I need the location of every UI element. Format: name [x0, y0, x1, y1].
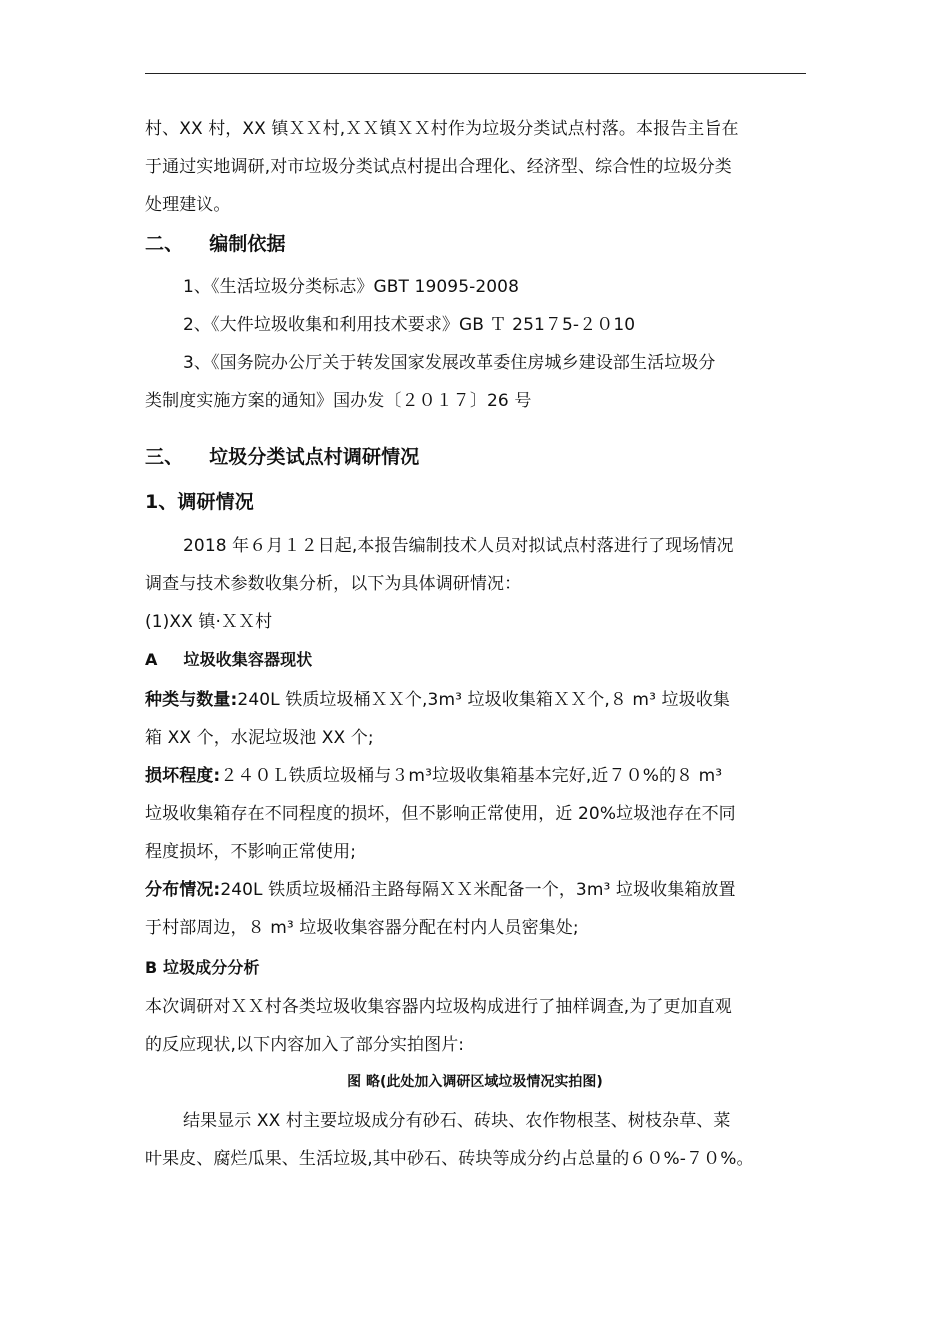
damage-label: 损坏程度:	[145, 766, 221, 786]
distribution-line-2: 于村部周边，８ m³ 垃圾收集容器分配在村内人员密集处;	[145, 918, 579, 938]
subheading-b: B 垃圾成分分析	[145, 958, 260, 977]
section-2-title: 编制依据	[209, 233, 286, 255]
kind-quantity-label: 种类与数量:	[145, 690, 238, 710]
header-rule	[145, 73, 806, 74]
distribution-text: 240L 铁质垃圾桶沿主路每隔ＸＸ米配备一个，3m³ 垃圾收集箱放置	[220, 880, 736, 900]
kind-quantity-line-1	[145, 689, 730, 711]
damage-line-3: 程度损坏，不影响正常使用;	[145, 842, 357, 862]
damage-line-1	[145, 765, 722, 787]
composition-para-line-1: 本次调研对ＸＸ村各类垃圾收集容器内垃圾构成进行了抽样调查,为了更加直观	[145, 997, 732, 1017]
reference-item: 1、《生活垃圾分类标志》GBT 19095-2008	[183, 277, 520, 297]
section-2-heading	[145, 233, 286, 255]
composition-para-line-2: 的反应现状,以下内容加入了部分实拍图片:	[145, 1035, 465, 1055]
village-label: (1)XX 镇·ＸＸ村	[145, 612, 273, 632]
kind-quantity-text: 240L 铁质垃圾桶ＸＸ个,3m³ 垃圾收集箱ＸＸ个,８ m³ 垃圾收集	[237, 690, 730, 710]
subheading-a	[145, 649, 312, 671]
section-2-number: 二、	[145, 233, 184, 255]
intro-line-3: 处理建议。	[145, 195, 231, 215]
section-3-heading	[145, 446, 419, 468]
subsection-survey-heading: 1、调研情况	[145, 491, 254, 513]
intro-line-1: 村、XX 村，XX 镇ＸＸ村,ＸＸ镇ＸＸ村作为垃圾分类试点村落。本报告主旨在	[145, 119, 739, 139]
section-3-number: 三、	[145, 446, 184, 468]
intro-line-2: 于通过实地调研,对市垃圾分类试点村提出合理化、经济型、综合性的垃圾分类	[145, 157, 732, 177]
section-3-title: 垃圾分类试点村调研情况	[209, 446, 420, 468]
damage-line-2: 垃圾收集箱存在不同程度的损坏，但不影响正常使用，近 20%垃圾池存在不同	[145, 804, 736, 824]
distribution-line-1	[145, 879, 736, 901]
damage-text: ２４０Ｌ铁质垃圾桶与３m³垃圾收集箱基本完好,近７０%的８ m³	[220, 766, 723, 786]
reference-item-continued: 类制度实施方案的通知》国办发〔２０１７〕26 号	[145, 391, 532, 411]
survey-para-line-2: 调查与技术参数收集分析，以下为具体调研情况：	[145, 574, 522, 594]
distribution-label: 分布情况:	[145, 880, 221, 900]
result-line-2: 叶果皮、腐烂瓜果、生活垃圾,其中砂石、砖块等成分约占总量的６０%-７０%。	[145, 1149, 754, 1169]
reference-item: 2、《大件垃圾收集和利用技术要求》GB Ｔ 251７5-２０10	[183, 315, 636, 335]
kind-quantity-line-2: 箱 XX 个，水泥垃圾池 XX 个;	[145, 728, 374, 748]
reference-item: 3、《国务院办公厅关于转发国家发展改革委住房城乡建设部生活垃圾分	[183, 353, 716, 373]
survey-para-line-1: 2018 年６月１２日起,本报告编制技术人员对拟试点村落进行了现场情况	[183, 536, 734, 556]
subheading-a-title: 垃圾收集容器现状	[183, 650, 313, 669]
subheading-a-letter: A	[145, 650, 158, 669]
figure-caption: 图 略(此处加入调研区域垃圾情况实拍图)	[347, 1074, 603, 1090]
result-line-1: 结果显示 XX 村主要垃圾成分有砂石、砖块、农作物根茎、树枝杂草、菜	[183, 1111, 731, 1131]
